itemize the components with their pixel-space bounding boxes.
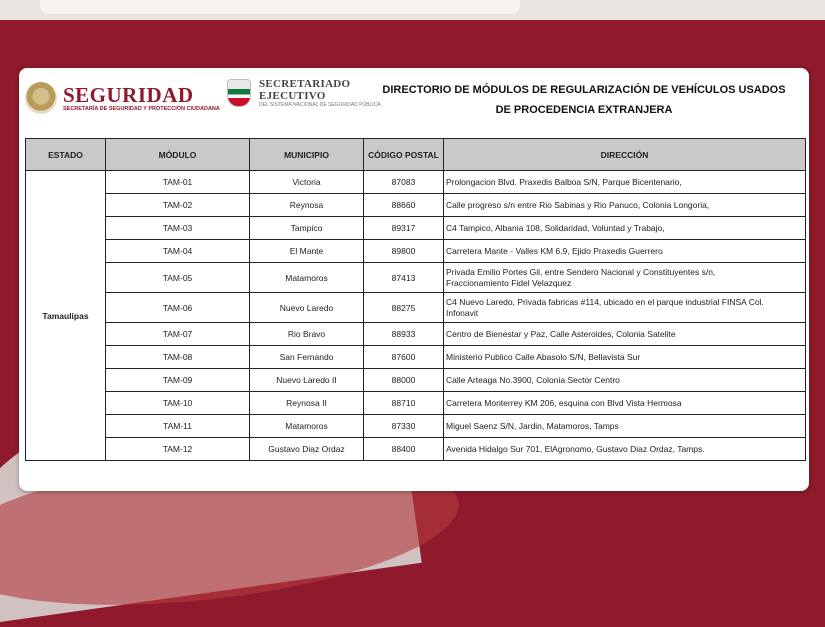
municipio-cell-text: Reynosa [289, 200, 324, 210]
direccion-cell-text: Carretera Monterrey KM 206, esquina con Blvd Vista Hermosa [446, 397, 682, 408]
municipio-cell-text: Tampico [290, 223, 323, 233]
cp-cell [364, 438, 444, 461]
municipio-cell [250, 293, 364, 323]
municipio-cell [250, 438, 364, 461]
background-blur [40, 0, 520, 14]
modulo-cell-text: TAM-01 [162, 177, 193, 187]
municipio-cell-text: Reynosa II [286, 398, 327, 408]
direccion-cell [444, 346, 806, 369]
direccion-cell-text-line2: Infonavit [446, 307, 479, 318]
direccion-cell-text: Prolongacion Blvd. Praxedis Balboa S/N, Parque Bicentenario, [446, 176, 682, 187]
table-row [26, 194, 806, 217]
table-row [26, 392, 806, 415]
national-seal-icon [25, 82, 57, 114]
direccion-cell-text: Avenida Hidalgo Sur 701, ElAgronomo, Gustavo Diaz Ordaz, Tamps. [446, 443, 705, 454]
direccion-cell-text: Calle Arteaga No.3900, Colonia Sector Centro [446, 374, 620, 385]
cp-cell-text: 89800 [391, 246, 416, 256]
modulo-cell [106, 194, 250, 217]
table-row [26, 438, 806, 461]
cp-cell-text: 88710 [391, 398, 416, 408]
municipio-cell-text: Gustavo Diaz Ordaz [268, 444, 345, 454]
modulo-cell-text: TAM-12 [162, 444, 193, 454]
municipio-cell-text: Matamoros [285, 272, 328, 283]
direccion-cell [444, 415, 806, 438]
modulo-cell [106, 346, 250, 369]
header-municipio: MUNICIPIO [250, 139, 364, 171]
title-line-1: DIRECTORIO DE MÓDULOS DE REGULARIZACIÓN DE VEHÍCULOS USADOS [382, 84, 786, 96]
table-row [26, 171, 806, 194]
cp-cell-text: 89317 [391, 223, 416, 233]
municipio-cell [250, 369, 364, 392]
municipio-cell [250, 171, 364, 194]
logo2-line2: EJECUTIVO [259, 90, 326, 102]
modulo-cell [106, 263, 250, 293]
municipio-cell [250, 263, 364, 293]
modulo-cell [106, 323, 250, 346]
direccion-cell [444, 240, 806, 263]
logo2-sub-text: DEL SISTEMA NACIONAL DE SEGURIDAD PÚBLICA [259, 102, 381, 108]
table-row [26, 415, 806, 438]
table-row [26, 263, 806, 293]
table-row [26, 240, 806, 263]
cp-cell [364, 171, 444, 194]
direccion-cell-text: Carretera Mante - Valles KM 6.9, Ejido Praxedis Guerrero [446, 245, 663, 256]
table-row [26, 369, 806, 392]
header-direccion: DIRECCIÓN [444, 139, 806, 171]
modulo-cell [106, 369, 250, 392]
modulo-cell-text: TAM-09 [162, 375, 193, 385]
cp-cell [364, 240, 444, 263]
direccion-cell-text: Privada Emilio Portes Gil, entre Sendero Nacional y Constituyentes s/n, [446, 266, 716, 277]
municipio-cell [250, 240, 364, 263]
municipio-cell [250, 392, 364, 415]
cp-cell [364, 263, 444, 293]
direccion-cell-text: Calle progreso s/n entre Rio Sabinas y Rio Panuco, Colonia Longoria, [446, 199, 710, 210]
modulo-cell [106, 217, 250, 240]
modulo-cell-text: TAM-02 [162, 200, 193, 210]
municipio-cell-text: Nuevo Laredo II [276, 375, 337, 385]
modulo-cell [106, 415, 250, 438]
direccion-cell-text: Centro de Bienestar y Paz, Calle Asteroides, Colonia Satelite [446, 328, 676, 339]
modulo-cell [106, 438, 250, 461]
direccion-cell [444, 263, 806, 293]
page-title [369, 80, 799, 120]
logo2-line1: SECRETARIADO [259, 78, 351, 90]
municipio-cell-text: Rio Bravo [287, 329, 326, 339]
modulo-cell [106, 240, 250, 263]
modulo-cell [106, 392, 250, 415]
background-top [0, 0, 825, 20]
modulo-cell-text: TAM-05 [162, 272, 193, 283]
direccion-cell-text: C4 Tampico, Albania 108, Solidaridad, Voluntad y Trabajo, [446, 222, 665, 233]
cp-cell [364, 369, 444, 392]
cp-cell [364, 194, 444, 217]
direccion-cell-text: C4 Nuevo Laredo, Privada fabricas #114, ubicado en el parque industrial FINSA Col. [446, 296, 764, 307]
municipio-cell-text: Victoria [292, 177, 321, 187]
municipio-cell [250, 415, 364, 438]
municipio-cell [250, 346, 364, 369]
cp-cell-text: 87083 [391, 177, 416, 187]
cp-cell [364, 346, 444, 369]
direccion-cell [444, 217, 806, 240]
modulo-cell-text: TAM-03 [162, 223, 193, 233]
logo-main-text: SEGURIDAD [63, 83, 194, 107]
header-modulo: MÓDULO [106, 139, 250, 171]
state-cell: Tamaulipas [26, 171, 106, 461]
header [19, 68, 809, 134]
municipio-cell [250, 217, 364, 240]
cp-cell [364, 323, 444, 346]
municipio-cell-text: Nuevo Laredo [279, 302, 334, 313]
directory-table [25, 138, 806, 461]
direccion-cell-text: Miguel Saenz S/N, Jardin, Matamoros, Tamps [446, 420, 619, 431]
modulo-cell-text: TAM-07 [162, 329, 193, 339]
direccion-cell [444, 323, 806, 346]
municipio-cell [250, 323, 364, 346]
header-estado: ESTADO [26, 139, 106, 171]
cp-cell [364, 293, 444, 323]
seguridad-logo [25, 76, 220, 120]
municipio-cell [250, 194, 364, 217]
modulo-cell [106, 293, 250, 323]
municipio-cell-text: El Mante [289, 246, 324, 256]
direccion-cell [444, 194, 806, 217]
table-header-row [26, 139, 806, 171]
table-row [26, 323, 806, 346]
shield-icon [227, 79, 251, 107]
cp-cell-text: 88275 [391, 302, 416, 313]
direccion-cell [444, 392, 806, 415]
secretariado-logo [227, 78, 381, 108]
municipio-cell-text: San Fernando [279, 352, 334, 362]
cp-cell [364, 217, 444, 240]
direccion-cell [444, 171, 806, 194]
modulo-cell-text: TAM-10 [162, 398, 193, 408]
table-row [26, 217, 806, 240]
direccion-cell [444, 293, 806, 323]
cp-cell-text: 88000 [391, 375, 416, 385]
modulo-cell-text: TAM-06 [162, 302, 193, 313]
cp-cell-text: 88660 [391, 200, 416, 210]
header-codigo-postal: CÓDIGO POSTAL [364, 139, 444, 171]
direccion-cell [444, 438, 806, 461]
cp-cell-text: 87330 [391, 421, 416, 431]
cp-cell [364, 392, 444, 415]
cp-cell-text: 88933 [391, 329, 416, 339]
table-body [26, 171, 806, 461]
modulo-cell-text: TAM-04 [162, 246, 193, 256]
cp-cell-text: 87413 [391, 272, 416, 283]
cp-cell [364, 415, 444, 438]
table-row [26, 293, 806, 323]
modulo-cell [106, 171, 250, 194]
title-line-2: DE PROCEDENCIA EXTRANJERA [495, 104, 673, 116]
modulo-cell-text: TAM-08 [162, 352, 193, 362]
direccion-cell-text: Ministerio Publico Calle Abasolo S/N, Bellavista Sur [446, 351, 641, 362]
direccion-cell [444, 369, 806, 392]
cp-cell-text: 87600 [391, 352, 416, 362]
directory-card [19, 68, 809, 491]
modulo-cell-text: TAM-11 [163, 421, 192, 431]
cp-cell-text: 88400 [391, 444, 416, 454]
logo-sub-text: SECRETARÍA DE SEGURIDAD Y PROTECCIÓN CIUDADANA [63, 106, 220, 112]
table-row [26, 346, 806, 369]
municipio-cell-text: Matamoros [285, 421, 328, 431]
direccion-cell-text-line2: Fraccionamiento Fidel Velazquez [446, 277, 572, 288]
